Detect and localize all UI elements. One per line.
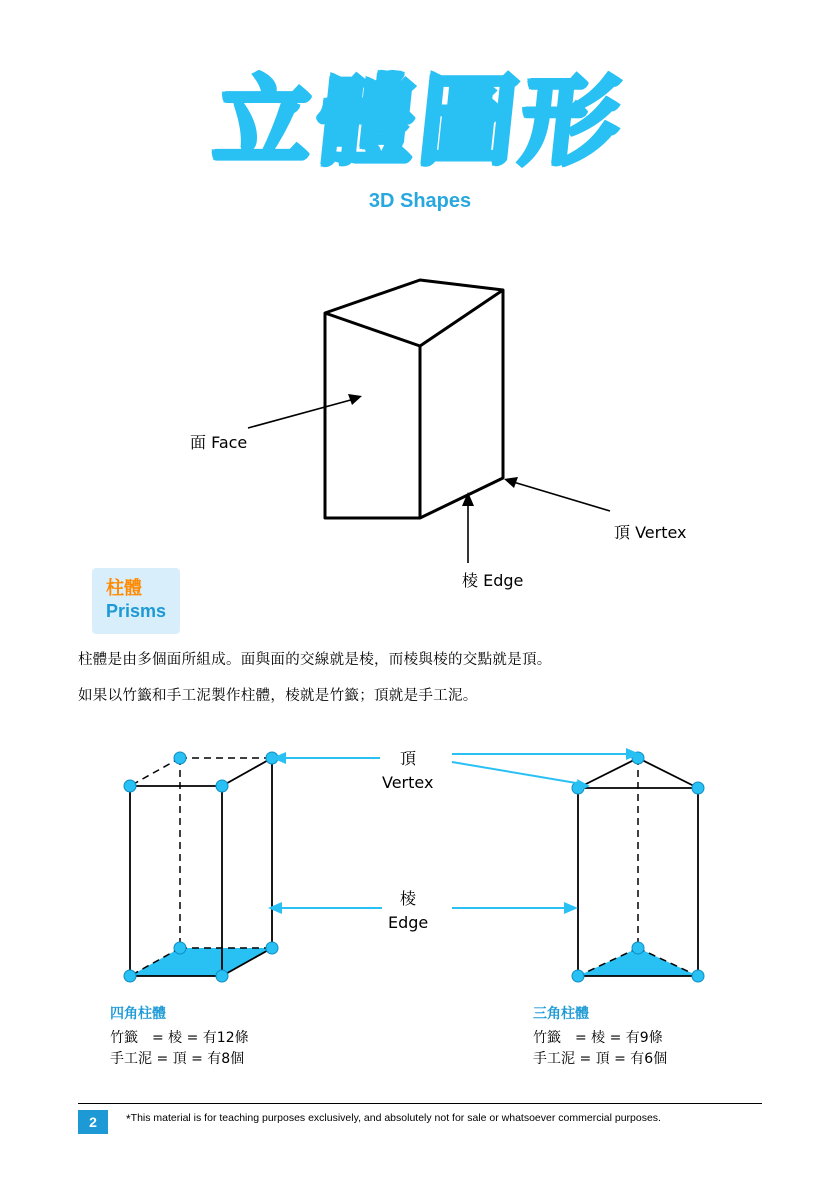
- footer-divider: [78, 1103, 762, 1104]
- label-edge: 棱 Edge: [462, 571, 524, 590]
- page-title-chinese: 立體圖形: [210, 66, 630, 178]
- title-block: [0, 62, 840, 213]
- caption-left-line1: 竹籤 = 棱 = 有12條: [110, 1029, 249, 1046]
- caption-right-head: 三角柱體: [533, 1006, 589, 1022]
- section-heading-prisms: [92, 568, 180, 634]
- prism-label-edge-en: Edge: [388, 913, 429, 932]
- footer-note: [126, 1112, 661, 1126]
- page-number-badge: 2: [78, 1110, 108, 1134]
- prism-diagrams: [0, 726, 840, 1006]
- triangular-prism: [572, 752, 704, 982]
- main-cuboid-figure: [0, 268, 840, 598]
- caption-right-line2: 手工泥 = 頂 = 有6個: [533, 1051, 668, 1068]
- edge-arrowhead-left: [268, 902, 282, 914]
- caption-left-line2: 手工泥 = 頂 = 有8個: [110, 1051, 245, 1068]
- square-prism: [124, 752, 278, 982]
- paragraph-2: 如果以竹籤和手工泥製作柱體，棱就是竹籤；頂就是手工泥。: [78, 688, 478, 704]
- caption-left-head: 四角柱體: [110, 1006, 166, 1022]
- caption-square-prism: [110, 1004, 249, 1071]
- page-title-english: 3D Shapes: [368, 190, 472, 212]
- prism-label-vertex-cn: 頂: [400, 749, 417, 768]
- asterisk-icon: *: [126, 1112, 131, 1126]
- section-heading-english: Prisms: [106, 601, 167, 622]
- cuboid-svg: [0, 268, 840, 598]
- caption-triangular-prism: [533, 1004, 667, 1071]
- edge-arrowhead-right: [564, 902, 578, 914]
- label-face: 面 Face: [190, 433, 248, 452]
- label-vertex: 頂 Vertex: [614, 523, 687, 542]
- vertex-arrowhead: [504, 477, 518, 488]
- section-heading-chinese: 柱體: [106, 578, 142, 599]
- paragraph-1: 柱體是由多個面所組成。面與面的交線就是棱，而棱與棱的交點就是頂。: [78, 652, 552, 668]
- prism-label-vertex-en: Vertex: [382, 773, 434, 792]
- footer-note-text: This material is for teaching purposes exclusively, and absolutely not for sale or whatsoever commercial purposes.: [130, 1112, 661, 1124]
- prisms-svg: [0, 726, 840, 1006]
- caption-right-line1: 竹籤 = 棱 = 有9條: [533, 1029, 663, 1046]
- prism-label-edge-cn: 棱: [400, 889, 417, 908]
